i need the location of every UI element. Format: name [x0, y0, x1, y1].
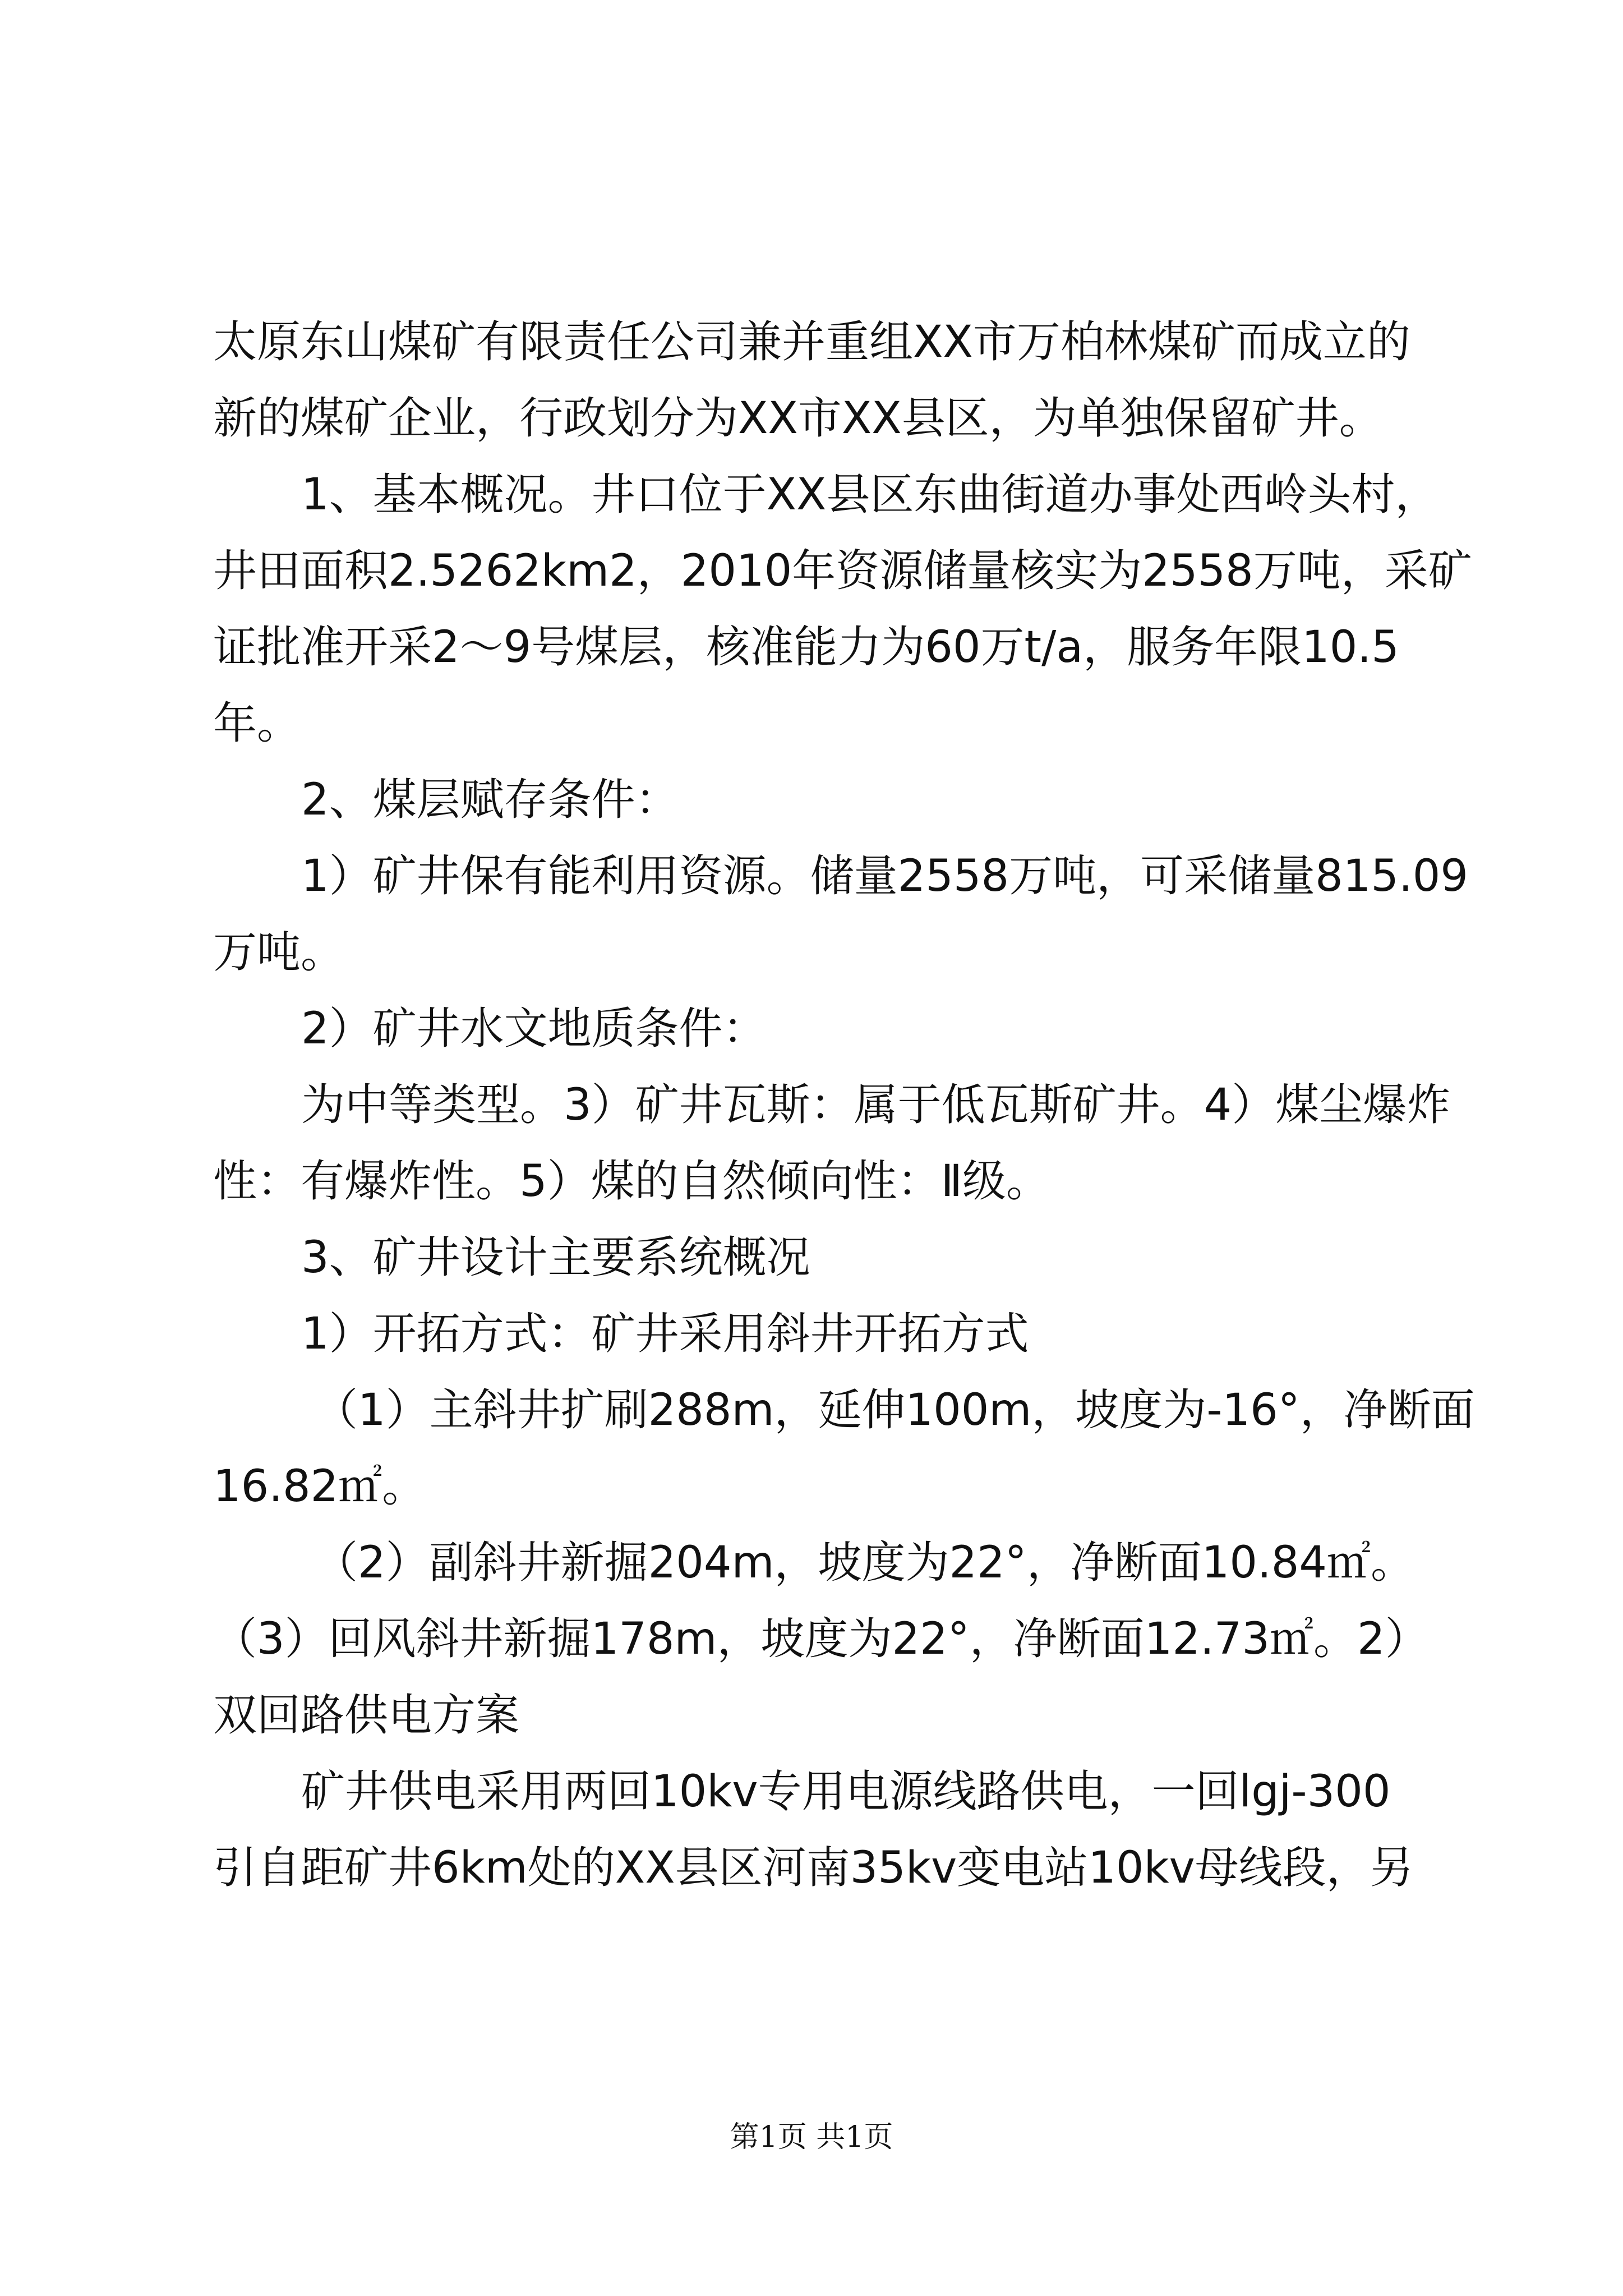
text-line: 1、基本概况。井口位于XX县区东曲街道办事处西岭头村， [301, 470, 1439, 520]
text-line: 新的煤矿企业，行政划分为XX市XX县区，为单独保留矿井。 [213, 393, 1383, 444]
text-line: 太原东山煤矿有限责任公司兼并重组XX市万柏林煤矿而成立的 [213, 317, 1410, 367]
text-line: 证批准开采2～9号煤层，核准能力为60万t/a，服务年限10.5 [213, 622, 1399, 673]
text-line: 2、煤层赋存条件： [301, 775, 679, 825]
text-line: 为中等类型。3）矿井瓦斯：属于低瓦斯矿井。4）煤尘爆炸 [301, 1080, 1451, 1130]
text-line: 1）矿井保有能利用资源。储量2558万吨，可采储量815.09 [301, 851, 1469, 901]
text-line: 万吨。 [213, 927, 345, 978]
document-body [213, 304, 1475, 1906]
text-line: 2）矿井水文地质条件： [301, 1004, 767, 1054]
text-line: 16.82㎡。 [213, 1461, 426, 1512]
text-line: 双回路供电方案 [213, 1690, 520, 1741]
text-line: 3、矿井设计主要系统概况 [301, 1232, 810, 1283]
text-line: （3）回风斜井新掘178m，坡度为22°，净断面12.73㎡。2） [213, 1614, 1429, 1664]
text-line: 1）开拓方式：矿井采用斜井开拓方式 [301, 1309, 1029, 1359]
text-line: 矿井供电采用两回10kv专用电源线路供电，一回lgj-300 [301, 1766, 1391, 1817]
text-line: （1）主斜井扩刷288m，延伸100m，坡度为-16°，净断面 [314, 1385, 1475, 1435]
text-line: 年。 [213, 698, 301, 749]
text-line: （2）副斜井新掘204m，坡度为22°，净断面10.84㎡。 [314, 1538, 1415, 1588]
page-footer: 第1页 共1页 [730, 2120, 893, 2154]
text-line: 井田面积2.5262km2，2010年资源储量核实为2558万吨，采矿 [213, 546, 1472, 596]
text-line: 引自距矿井6km处的XX县区河南35kv变电站10kv母线段，另 [213, 1843, 1414, 1893]
text-line: 性：有爆炸性。5）煤的自然倾向性：Ⅱ级。 [213, 1156, 1050, 1207]
